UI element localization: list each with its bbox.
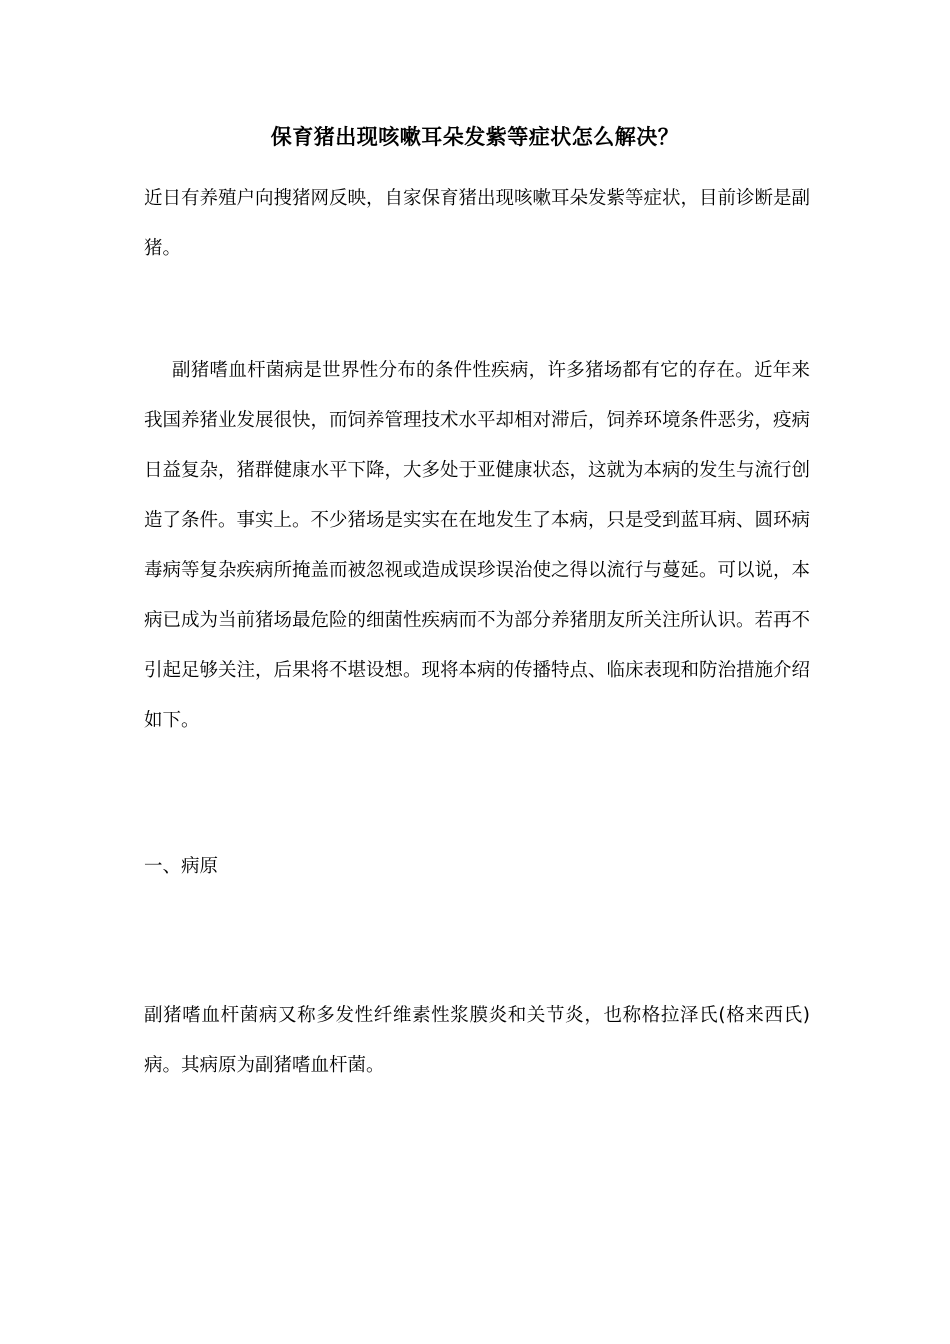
pathogen-paragraph: 副猪嗜血杆菌病又称多发性纤维素性浆膜炎和关节炎，也称格拉泽氏(格来西氏)病。其病原为副猪嗜血杆菌。	[144, 1005, 810, 1076]
overview-paragraph: 副猪嗜血杆菌病是世界性分布的条件性疾病，许多猪场都有它的存在。近年来我国养猪业发展很快，而饲养管理技术水平却相对滞后，饲养环境条件恶劣，疫病日益复杂，猪群健康水平下降，大多处于亚健康状态，这就为本病的发生与流行创造了条件。事实上。不少猪场是实实在在地发生了本病，只是受到蓝耳病、圆环病毒病等复杂疾病所掩盖而被忽视或造成误珍误治使之得以流行与蔓延。可以说，本病已成为当前猪场最危险的细菌性疾病而不为部分养猪朋友所关注所认识。若再不引起足够关注，后果将不堪设想。现将本病的传播特点、临床表现和防治措施介绍如下。	[144, 360, 811, 731]
intro-paragraph: 近日有养殖户向搜猪网反映，自家保育猪出现咳嗽耳朵发紫等症状，目前诊断是副猪。	[144, 188, 811, 259]
document-title: 保育猪出现咳嗽耳朵发紫等症状怎么解决？	[270, 124, 680, 149]
section-heading-pathogen: 一、病原	[144, 856, 219, 877]
